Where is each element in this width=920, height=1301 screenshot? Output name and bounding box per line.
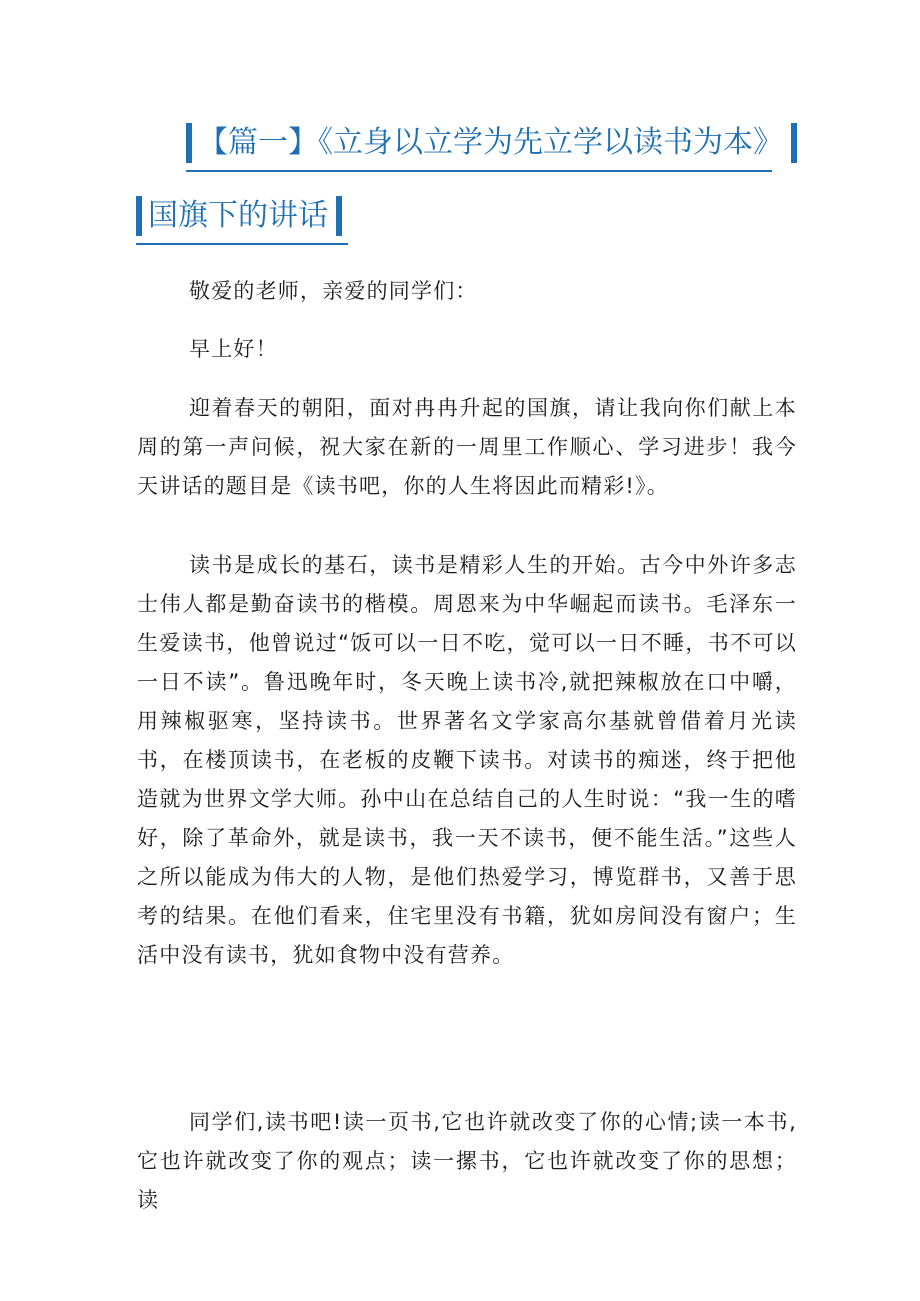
heading-title-text: 【篇一】《立身以立学为先立学以读书为本》 [198,125,783,160]
paragraph-1: 迎着春天的朝阳，面对冉冉升起的国旗，请让我向你们献上本周的第一声问候，祝大家在新的一周里工作顺心、学习进步！我今天讲话的题目是《读书吧，你的人生将因此而精彩!》。 [137,396,797,498]
heading-line-1 [186,116,783,172]
paragraph-3: 同学们,读书吧!读一页书,它也许就改变了你的心情;读一本书,它也许就改变了你的观点；读一摞书，它也许就改变了你的思想；读 [137,1110,797,1212]
heading-marker-right [336,196,342,236]
heading-marker-left [186,123,192,163]
heading-line-2 [136,189,348,245]
greeting: 早上好！ [189,337,278,361]
paragraph-2: 读书是成长的基石，读书是精彩人生的开始。古今中外许多志士伟人都是勤奋读书的楷模。周恩来为中华崛起而读书。毛泽东一生爱读书，他曾说过“饭可以一日不吃，觉可以一日不睡，书不可以一日不读”。鲁迅晚年时，冬天晚上读书冷,就把辣椒放在口中嚼，用辣椒驱寒，坚持读书。世界著名文学家高尔基就曾借着月光读书，在楼顶读书，在老板的皮鞭下读书。对读书的痴迷，终于把他造就为世界文学大师。孙中山在总结自己的人生时说：“我一生的嗜好，除了革命外，就是读书，我一天不读书，便不能生活。”这些人之所以能成为伟大的人物，是他们热爱学习，博览群书，又善于思考的结果。在他们看来，住宅里没有书籍，犹如房间没有窗户；生活中没有读书，犹如食物中没有营养。 [137,553,797,967]
heading-subtitle-text: 国旗下的讲话 [148,198,328,233]
salutation: 敬爱的老师，亲爱的同学们： [189,279,478,303]
heading-marker-left [136,196,142,236]
heading-marker-right [791,123,797,163]
